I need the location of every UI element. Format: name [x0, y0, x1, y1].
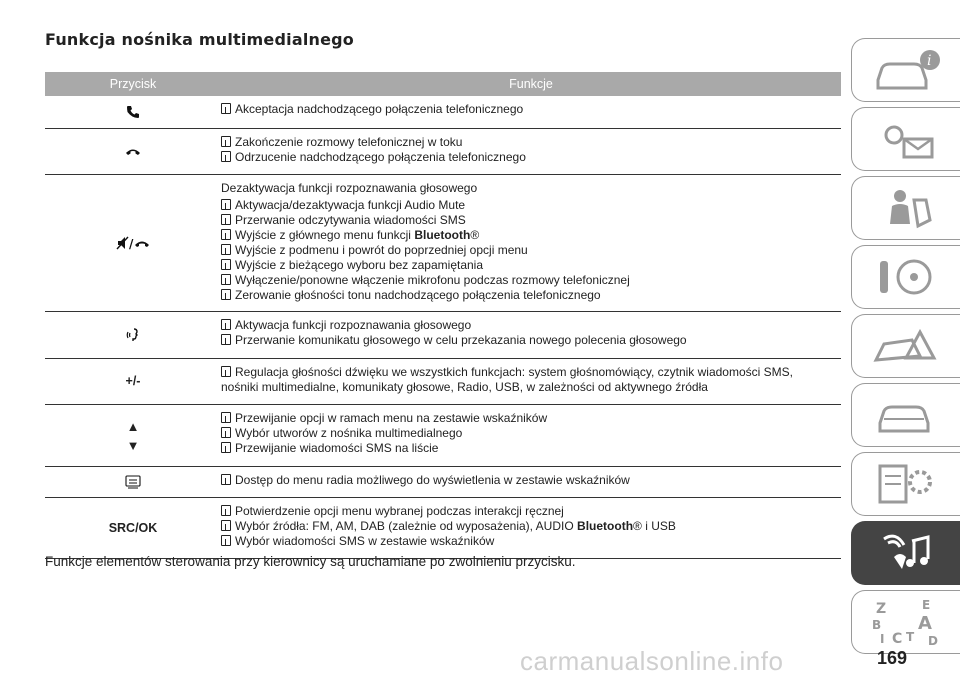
chapter-tabs: [851, 38, 960, 659]
table-row: [45, 405, 841, 467]
mute-hangup-icon: [45, 175, 221, 311]
intro-text: Dezaktywacja funkcji rozpoznawania głosowego: [221, 181, 478, 195]
arrow-up-down-icon: [127, 419, 140, 453]
header-button: Przycisk: [109, 77, 157, 91]
footnote: Funkcje elementów sterowania przy kierownicy są uruchamiane po zwolnieniu przycisku.: [45, 554, 576, 569]
arrow-down-icon: ▼: [126, 437, 140, 453]
voice-command-icon: [45, 312, 221, 358]
index-letters-icon: [870, 597, 942, 647]
list-item: Odrzucenie nadchodzącego połączenia telefonicznego: [221, 150, 839, 165]
table-row: [45, 129, 841, 175]
list-item-continuation: nośniki multimedialne, komunikaty głosowe, Radio, USB, w zależności od aktywnego źródła: [221, 380, 708, 394]
table-header: [45, 72, 841, 96]
display-menu-icon: [45, 467, 221, 497]
table-row: [45, 96, 841, 129]
table-row: [45, 312, 841, 359]
index-letter: E: [922, 598, 931, 612]
list-item: Potwierdzenie opcji menu wybranej podczas interakcji ręcznej: [221, 504, 839, 519]
list-item: Wybór wiadomości SMS w zestawie wskaźników: [221, 534, 839, 549]
list-item: Przewijanie wiadomości SMS na liście: [221, 441, 839, 456]
emergency-icon: [870, 322, 942, 370]
table-row: [45, 359, 841, 405]
tab-index[interactable]: [851, 590, 960, 654]
watermark: carmanualsonline.info: [520, 646, 784, 676]
warning-lights-icon: [870, 115, 942, 163]
list-item: Wybór źródła: FM, AM, DAB (zależnie od wyposażenia), AUDIO Bluetooth® i USB: [221, 519, 839, 534]
list-item: Aktywacja funkcji rozpoznawania głosowego: [221, 318, 839, 333]
svg-text:i: i: [927, 53, 932, 69]
tab-specs[interactable]: [851, 452, 960, 516]
list-item: Aktywacja/dezaktywacja funkcji Audio Mute: [221, 198, 839, 213]
table-row: [45, 498, 841, 559]
controls-table: [45, 72, 841, 559]
index-letter: D: [928, 634, 938, 647]
list-item: Dostęp do menu radia możliwego do wyświetlenia w zestawie wskaźników: [221, 473, 839, 488]
index-letter: Z: [876, 601, 887, 617]
list-item: Wyjście z podmenu i powrót do poprzedniej opcji menu: [221, 243, 839, 258]
list-item: Przerwanie odczytywania wiadomości SMS: [221, 213, 839, 228]
tab-multimedia[interactable]: [851, 521, 960, 585]
tab-safety[interactable]: [851, 176, 960, 240]
src-ok-label: SRC/OK: [108, 520, 158, 535]
steering-key-icon: [870, 253, 942, 301]
index-letter: B: [872, 618, 882, 632]
list-item: Zakończenie rozmowy telefonicznej w toku: [221, 135, 839, 150]
list-item: Wybór utworów z nośnika multimedialnego: [221, 426, 839, 441]
index-letter: I: [880, 632, 885, 646]
index-letter: C: [892, 631, 903, 647]
multimedia-icon: [870, 529, 942, 577]
maintenance-car-icon: [870, 391, 942, 439]
specs-gear-icon: [870, 460, 942, 508]
list-item: Wyjście z głównego menu funkcji Bluetooth®: [221, 228, 839, 243]
phone-hangup-icon: [45, 129, 221, 174]
list-item: Przerwanie komunikatu głosowego w celu przekazania nowego polecenia głosowego: [221, 333, 839, 348]
list-item: Zerowanie głośności tonu nadchodzącego połączenia telefonicznego: [221, 288, 839, 303]
page-number: 169: [877, 648, 908, 668]
header-functions: Funkcje: [509, 77, 553, 91]
tab-steering-key[interactable]: [851, 245, 960, 309]
phone-accept-icon: [45, 96, 221, 128]
tab-warning-lights[interactable]: [851, 107, 960, 171]
list-item: Przewijanie opcji w ramach menu na zestawie wskaźników: [221, 411, 839, 426]
arrow-up-icon: ▲: [126, 418, 140, 434]
list-item: Regulacja głośności dźwięku we wszystkich funkcjach: system głośnomówiący, czytnik wiadomości SMS,: [221, 365, 839, 380]
index-letter: T: [906, 630, 915, 644]
list-item: Wyjście z bieżącego wyboru bez zapamiętania: [221, 258, 839, 273]
car-info-icon: [870, 46, 942, 94]
index-letter: A: [918, 613, 932, 634]
tab-car-info[interactable]: [851, 38, 960, 102]
tab-emergency[interactable]: [851, 314, 960, 378]
table-row: [45, 467, 841, 498]
safety-icon: [870, 184, 942, 232]
volume-button-label: +/-: [125, 374, 141, 388]
list-item: Akceptacja nadchodzącego połączenia telefonicznego: [221, 102, 839, 117]
table-row: [45, 175, 841, 312]
page-title: Funkcja nośnika multimedialnego: [45, 30, 354, 49]
tab-maintenance[interactable]: [851, 383, 960, 447]
svg-text:/: /: [129, 237, 134, 250]
list-item: Wyłączenie/ponowne włączenie mikrofonu podczas rozmowy telefonicznej: [221, 273, 839, 288]
